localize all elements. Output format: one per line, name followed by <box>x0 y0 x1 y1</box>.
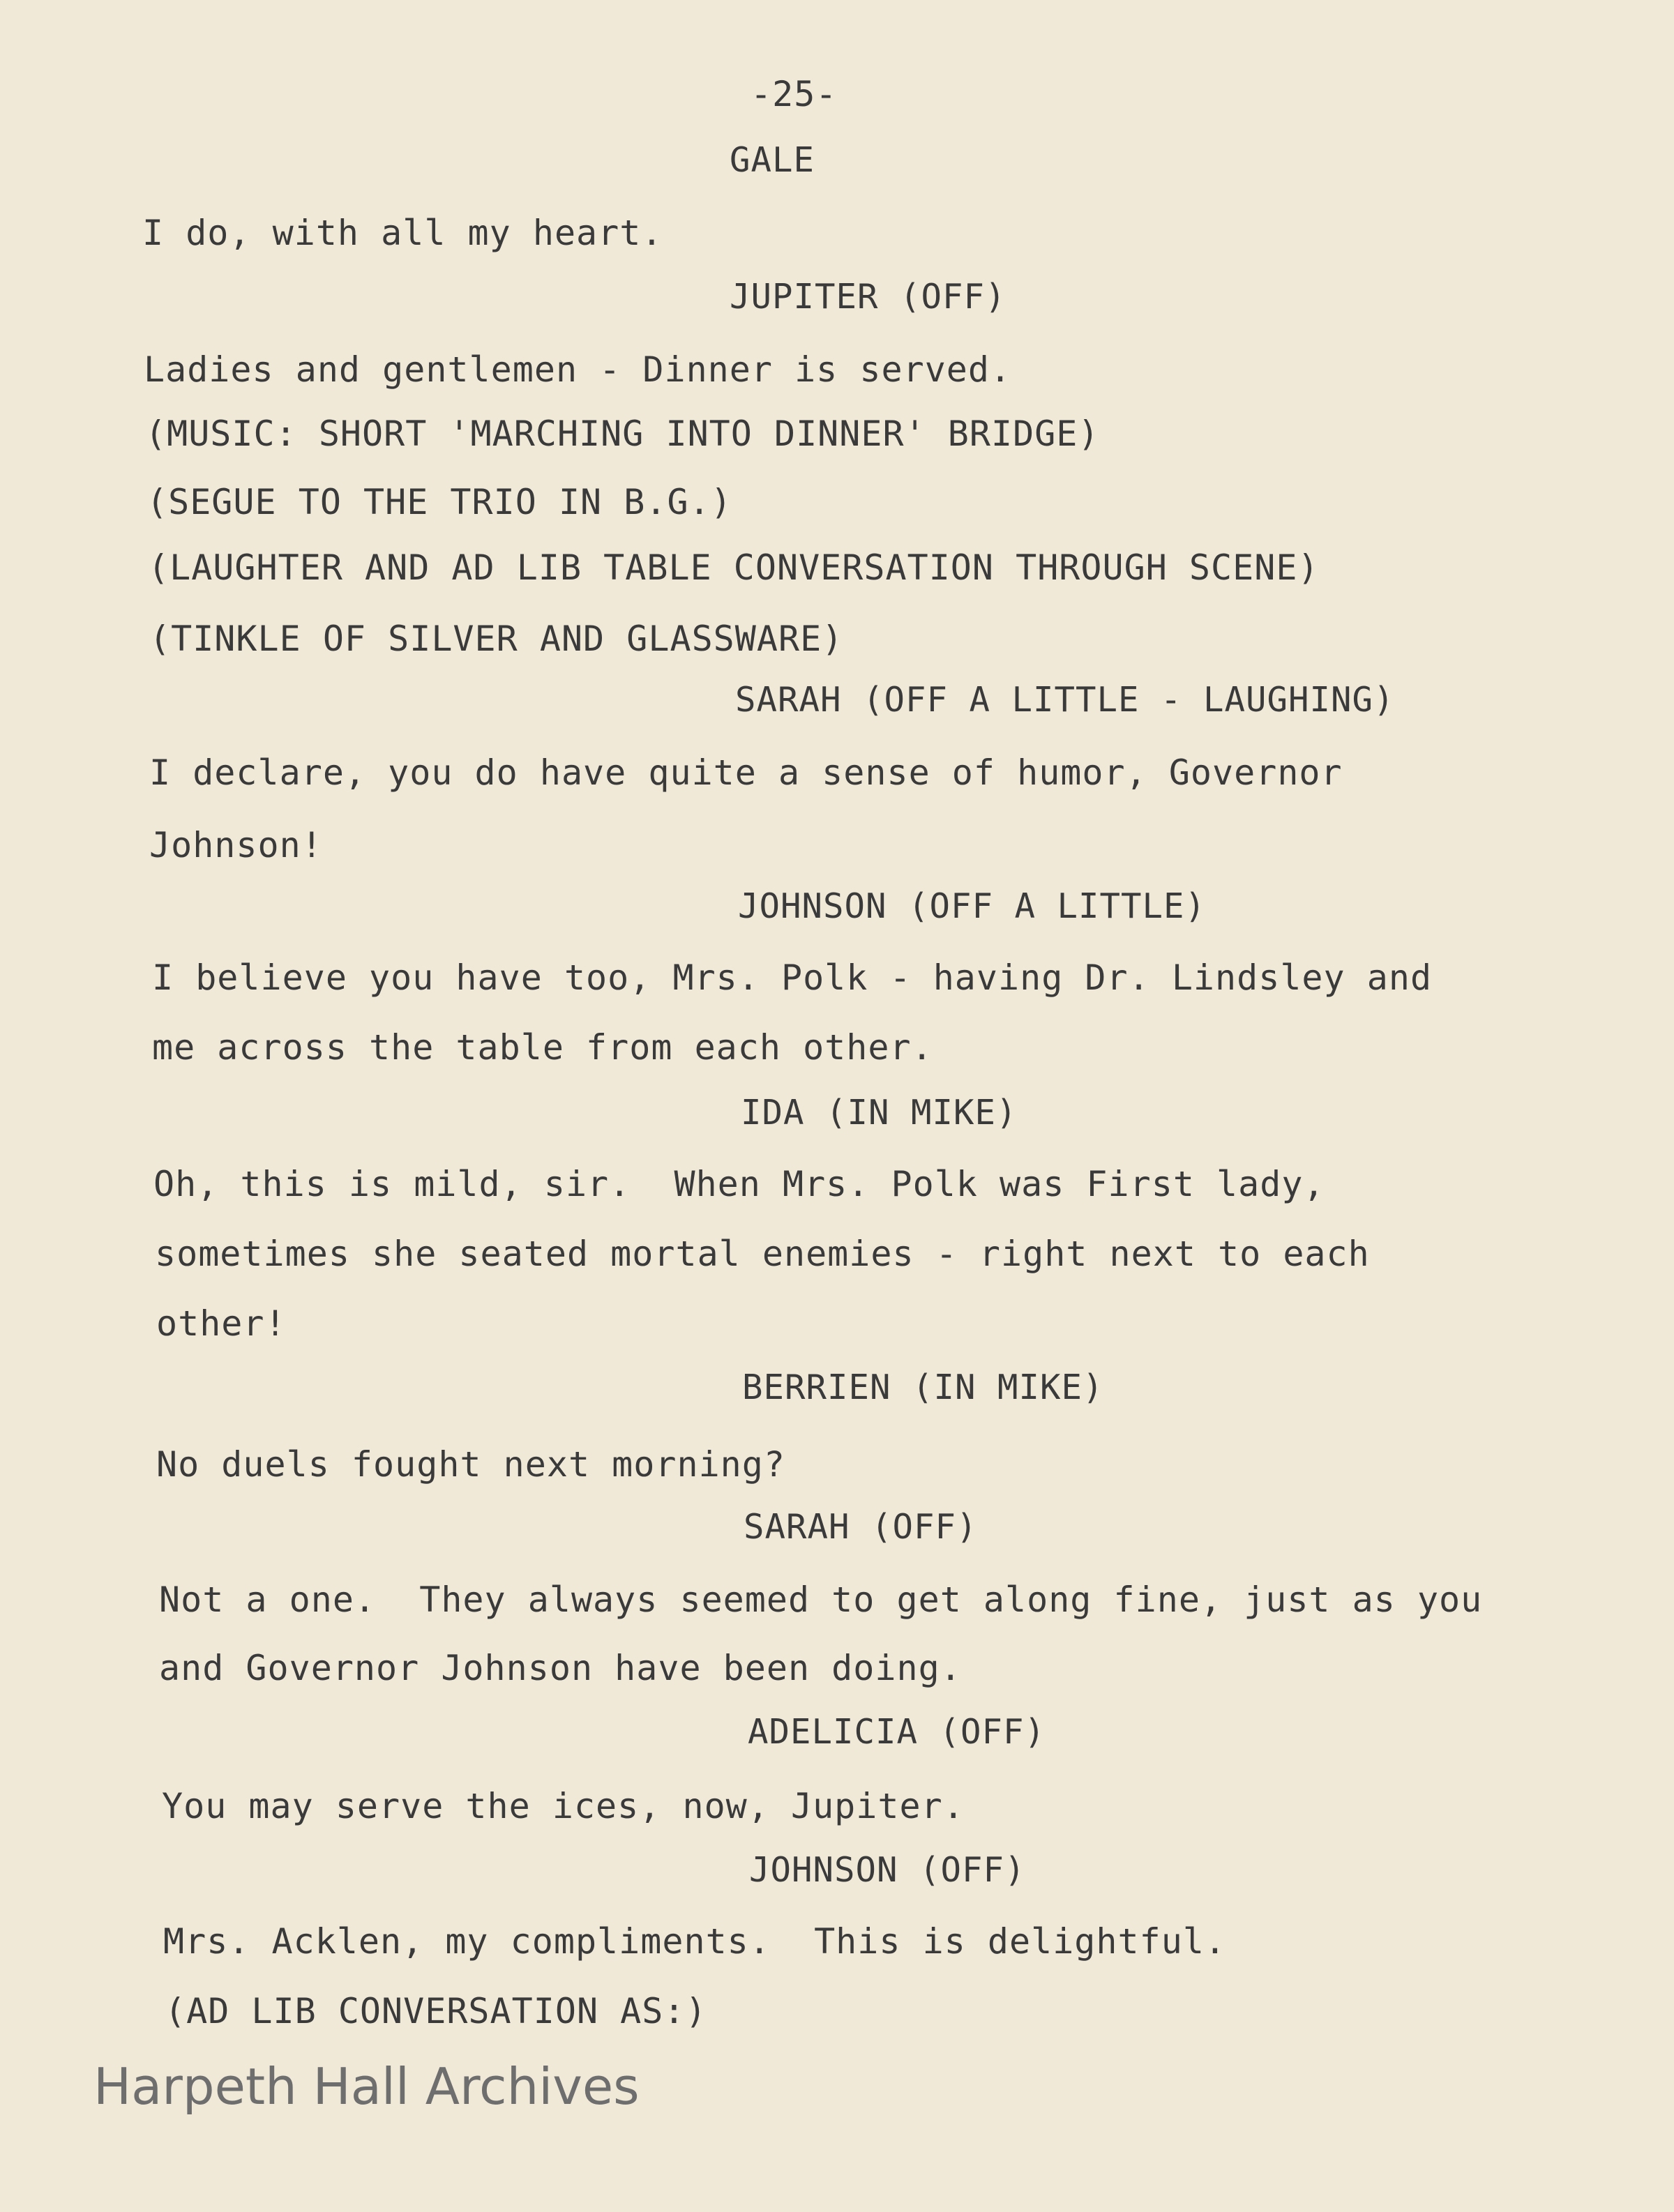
character-cue: JOHNSON (OFF A LITTLE) <box>738 886 1207 926</box>
character-cue: SARAH (OFF A LITTLE - LAUGHING) <box>735 680 1395 720</box>
dialogue-line: sometimes she seated mortal enemies - right next to each <box>155 1234 1370 1274</box>
character-cue: IDA (IN MIKE) <box>741 1093 1018 1132</box>
stage-direction: (TINKLE OF SILVER AND GLASSWARE) <box>149 619 844 659</box>
archive-watermark: Harpeth Hall Archives <box>93 2057 640 2116</box>
dialogue-line: I do, with all my heart. <box>142 213 663 253</box>
character-cue: ADELICIA (OFF) <box>748 1712 1046 1752</box>
character-cue: JOHNSON (OFF) <box>749 1850 1026 1890</box>
dialogue-line: Johnson! <box>149 825 323 865</box>
character-cue: JUPITER (OFF) <box>730 277 1006 317</box>
dialogue-line: Mrs. Acklen, my compliments. This is delightful. <box>163 1921 1227 1962</box>
character-cue: BERRIEN (IN MIKE) <box>742 1368 1104 1407</box>
stage-direction: (LAUGHTER AND AD LIB TABLE CONVERSATION THROUGH SCENE) <box>148 547 1320 588</box>
dialogue-line: me across the table from each other. <box>152 1027 933 1068</box>
stage-direction: (SEGUE TO THE TRIO IN B.G.) <box>146 482 732 522</box>
dialogue-line: Oh, this is mild, sir. When Mrs. Polk was First lady, <box>153 1164 1325 1204</box>
dialogue-line: Not a one. They always seemed to get along fine, just as you <box>159 1580 1483 1620</box>
dialogue-line: other! <box>156 1303 287 1344</box>
dialogue-line: and Governor Johnson have been doing. <box>159 1648 962 1688</box>
character-cue: GALE <box>730 140 815 180</box>
dialogue-line: You may serve the ices, now, Jupiter. <box>162 1786 965 1826</box>
dialogue-line: No duels fought next morning? <box>156 1444 785 1485</box>
stage-direction: (MUSIC: SHORT 'MARCHING INTO DINNER' BRIDGE) <box>145 414 1100 454</box>
stage-direction: (AD LIB CONVERSATION AS:) <box>165 1991 707 2031</box>
dialogue-line: Ladies and gentlemen - Dinner is served. <box>144 349 1012 390</box>
dialogue-line: I declare, you do have quite a sense of humor, Governor <box>149 752 1343 793</box>
character-cue: SARAH (OFF) <box>744 1507 978 1547</box>
page-number: -25- <box>751 74 838 114</box>
dialogue-line: I believe you have too, Mrs. Polk - having Dr. Lindsley and <box>152 957 1433 998</box>
